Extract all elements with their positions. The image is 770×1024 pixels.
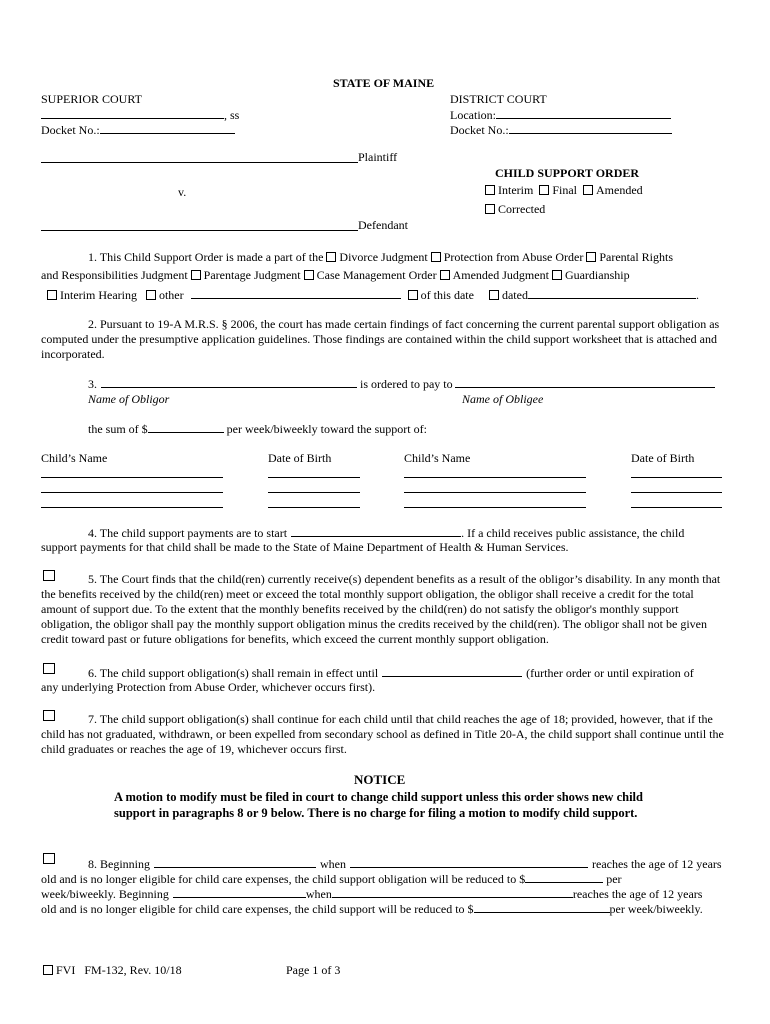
p8-child-blank-2[interactable]	[332, 886, 573, 898]
corrected-label: Corrected	[498, 202, 546, 216]
p8-line3	[41, 886, 702, 902]
p8-reduce-text-2: old and is no longer eligible for child care expenses, the child support will be reduced to $	[41, 902, 474, 916]
sum-tail: per week/biweekly toward the support of:	[226, 422, 427, 436]
child-dob-field-6[interactable]	[631, 507, 722, 508]
dated-checkbox[interactable]	[489, 290, 499, 300]
form-number: FM-132, Rev. 10/18	[84, 963, 182, 977]
child-dob-field-5[interactable]	[268, 507, 360, 508]
child-dob-field-1[interactable]	[268, 477, 360, 478]
divorce-label: Divorce Judgment	[339, 250, 428, 264]
p4-intro: 4. The child support payments are to start	[88, 526, 288, 540]
corrected-checkbox[interactable]	[485, 204, 495, 214]
sum-label: the sum of $	[88, 422, 148, 436]
child-name-field-3[interactable]	[41, 492, 223, 493]
p8-amount-blank-2[interactable]	[474, 901, 610, 913]
location-line	[450, 107, 671, 123]
p8-line2	[41, 871, 622, 887]
p6-intro: 6. The child support obligation(s) shall remain in effect until	[88, 666, 379, 680]
p3-ordered: is ordered to pay to	[360, 377, 453, 391]
footer-left	[43, 963, 182, 978]
county-line	[41, 107, 239, 123]
child-name-field-1[interactable]	[41, 477, 223, 478]
location-label: Location:	[450, 108, 496, 122]
page-number: Page 1 of 3	[286, 963, 341, 977]
district-court-label: DISTRICT COURT	[450, 92, 547, 106]
guardianship-checkbox[interactable]	[552, 270, 562, 280]
p6-line1	[88, 665, 694, 681]
interim-hearing-checkbox[interactable]	[47, 290, 57, 300]
childs-name-header-2: Child’s Name	[404, 451, 471, 465]
obligee-blank[interactable]	[455, 376, 715, 388]
docket-label-right: Docket No.:	[450, 123, 509, 137]
ss-label: , ss	[224, 108, 240, 122]
p4-line1	[88, 525, 684, 541]
of-this-date-checkbox[interactable]	[408, 290, 418, 300]
p7-text: 7. The child support obligation(s) shall continue for each child until that child reaches the age of 18; provided, however, that if the child has not graduated, withdrawn, or been expelled from secondary school as defined in Title 20-A, the child support shall continue until the child graduates or reaches the age of 19, whichever occurs first.	[41, 712, 724, 756]
child-name-field-6[interactable]	[404, 507, 586, 508]
p8-per-week: per week/biweekly.	[609, 902, 703, 916]
case-mgmt-checkbox[interactable]	[304, 270, 314, 280]
interim-label: Interim	[498, 183, 534, 197]
notice-body: A motion to modify must be filed in court to change child support unless this order shows new child support in paragraphs 8 or 9 below. There is no charge for filing a motion to modify child support.	[114, 790, 643, 820]
interim-hearing-label: Interim Hearing	[60, 288, 137, 302]
p8-begin-date-blank[interactable]	[154, 856, 316, 868]
sum-line	[88, 421, 427, 437]
dob-header-2: Date of Birth	[631, 451, 695, 465]
and-resp-label: and Responsibilities Judgment	[41, 268, 188, 282]
p8-begin-date-blank-2[interactable]	[173, 886, 306, 898]
parentage-label: Parentage Judgment	[203, 268, 301, 282]
p8-checkbox[interactable]	[43, 853, 55, 864]
p3-num: 3.	[88, 377, 97, 391]
pfa-label: Protection from Abuse Order	[443, 250, 584, 264]
p8-reaches-2: reaches the age of 12 years	[572, 887, 703, 901]
p1-intro: 1. This Child Support Order is made a part of the	[88, 250, 324, 264]
other-checkbox[interactable]	[146, 290, 156, 300]
other-label: other	[158, 288, 184, 302]
child-dob-field-4[interactable]	[631, 492, 722, 493]
amended-judgment-checkbox[interactable]	[440, 270, 450, 280]
dated-blank[interactable]	[528, 287, 696, 299]
p2-text: 2. Pursuant to 19-A M.R.S. § 2006, the court has made certain findings of fact concerning the current parental support obligation as computed under the presumptive application guidelines. Those findings are contained within the child support worksheet that is attached and incorporated.	[41, 317, 720, 361]
p8-line4	[41, 901, 703, 917]
p8-per: per	[606, 872, 622, 886]
defendant-label: Defendant	[358, 218, 408, 232]
child-dob-field-3[interactable]	[268, 492, 360, 493]
order-title: CHILD SUPPORT ORDER	[495, 166, 640, 180]
parentage-checkbox[interactable]	[191, 270, 201, 280]
p1-line1	[88, 250, 673, 265]
of-this-date-label: of this date	[420, 288, 474, 302]
pfa-checkbox[interactable]	[431, 252, 441, 262]
p8-line1	[88, 856, 722, 872]
p8-child-blank[interactable]	[350, 856, 588, 868]
corrected-row	[485, 202, 545, 217]
p6-tail: (further order or until expiration of	[526, 666, 694, 680]
p8-beginning: 8. Beginning	[88, 857, 150, 871]
p6-line2: any underlying Protection from Abuse Order, whichever occurs first).	[41, 680, 376, 694]
p8-when: when	[320, 857, 346, 871]
child-dob-field-2[interactable]	[631, 477, 722, 478]
p1-period: .	[695, 288, 699, 302]
docket-label: Docket No.:	[41, 123, 100, 137]
obligee-caption: Name of Obligee	[462, 392, 544, 406]
dob-header: Date of Birth	[268, 451, 332, 465]
p8-reaches: reaches the age of 12 years	[592, 857, 722, 871]
defendant-line[interactable]	[41, 230, 358, 231]
dated-label: dated	[501, 288, 528, 302]
amended-checkbox[interactable]	[583, 185, 593, 195]
p1-line2	[41, 268, 630, 283]
p8-amount-blank[interactable]	[525, 871, 603, 883]
docket-right	[450, 122, 672, 138]
p3-line1	[88, 376, 715, 392]
county-blank[interactable]	[41, 107, 224, 119]
start-date-blank[interactable]	[291, 525, 461, 537]
p6-checkbox[interactable]	[43, 663, 55, 674]
divorce-checkbox[interactable]	[326, 252, 336, 262]
plaintiff-label: Plaintiff	[358, 150, 398, 164]
childs-name-header: Child’s Name	[41, 451, 108, 465]
notice-title: NOTICE	[354, 772, 406, 787]
child-name-field-4[interactable]	[404, 492, 586, 493]
interim-checkbox[interactable]	[485, 185, 495, 195]
obligor-blank[interactable]	[101, 376, 357, 388]
fvi-label: FVI	[56, 963, 76, 977]
p1-line3	[47, 287, 699, 303]
sum-blank[interactable]	[148, 421, 224, 433]
other-blank[interactable]	[191, 287, 401, 299]
p4-line2: support payments for that child shall be made to the State of Maine Department of Health & Human Services.	[41, 540, 569, 554]
parental-rights-label: Parental Rights	[599, 250, 674, 264]
final-checkbox[interactable]	[539, 185, 549, 195]
plaintiff-line[interactable]	[41, 162, 358, 163]
p4-tail: . If a child receives public assistance, the child	[461, 526, 685, 540]
amended-judgment-label: Amended Judgment	[452, 268, 549, 282]
versus-label: v.	[178, 185, 187, 199]
p8-when-2: when	[305, 887, 332, 901]
p8-reduce-text: old and is no longer eligible for child care expenses, the child support obligation will be reduced to $	[41, 872, 526, 886]
order-type-row	[485, 183, 643, 198]
fvi-checkbox[interactable]	[43, 965, 53, 975]
effect-until-blank[interactable]	[382, 665, 522, 677]
p8-beginning-2: week/biweekly. Beginning	[41, 887, 169, 901]
guardianship-label: Guardianship	[564, 268, 630, 282]
obligor-caption: Name of Obligor	[88, 392, 170, 406]
docket-blank-left[interactable]	[100, 122, 235, 134]
docket-left	[41, 122, 235, 138]
docket-blank-right[interactable]	[509, 122, 672, 134]
p5-text: 5. The Court finds that the child(ren) currently receive(s) dependent benefits as a result of the obligor’s disability. In any month that the benefits received by the child(ren) meet or exceed the total monthly support obligation, the obligor shall receive a credit for the total amount of support due. To the extent that the monthly benefits received by the child(ren) do not satisfy the obligor's monthly support obligation, the obligor shall pay the monthly support obligation minus the credits received by the child(ren). The obligor shall not be given credit toward past or future obligations for benefits, which exceed the current monthly support obligation.	[41, 572, 721, 646]
child-name-field-5[interactable]	[41, 507, 223, 508]
final-label: Final	[552, 183, 577, 197]
parental-rights-checkbox[interactable]	[586, 252, 596, 262]
state-title: STATE OF MAINE	[333, 76, 435, 90]
child-name-field-2[interactable]	[404, 477, 586, 478]
amended-label: Amended	[596, 183, 643, 197]
location-blank[interactable]	[496, 107, 671, 119]
case-mgmt-label: Case Management Order	[316, 268, 437, 282]
superior-court-label: SUPERIOR COURT	[41, 92, 142, 106]
